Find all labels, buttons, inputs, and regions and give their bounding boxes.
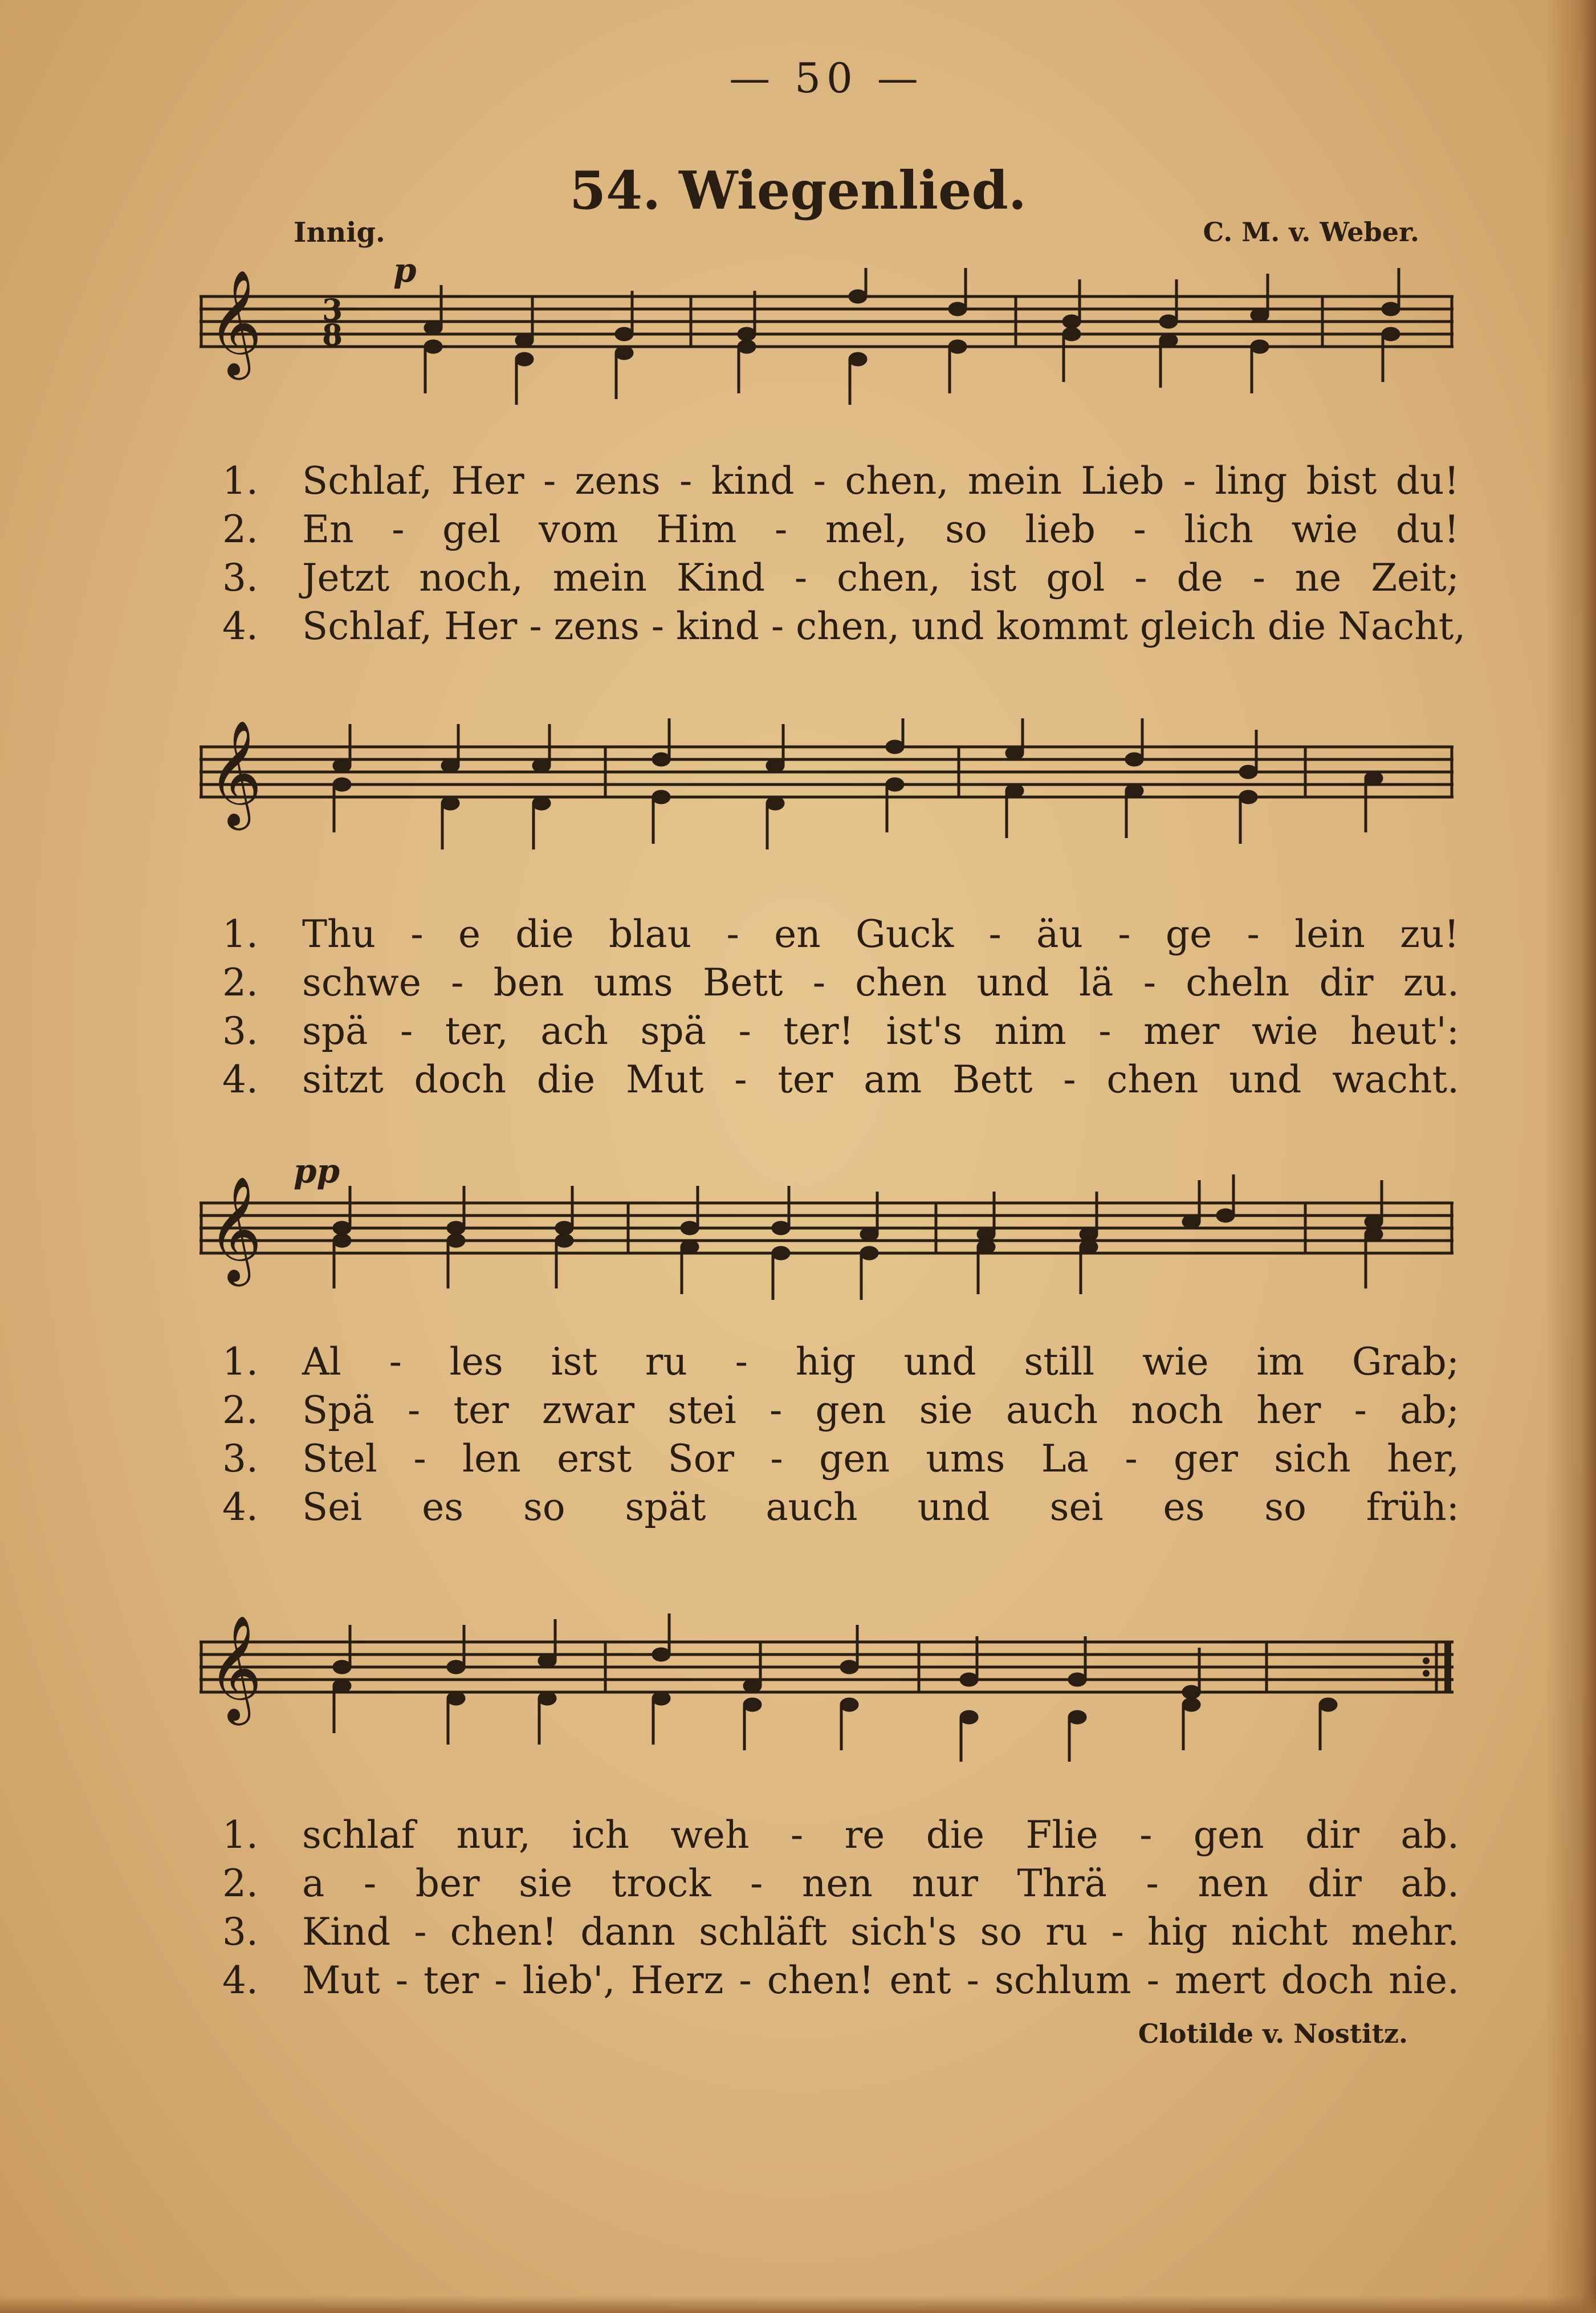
poet-credit: Clotilde v. Nostitz.: [1138, 2018, 1408, 2049]
lyric-line: [222, 1485, 1459, 1531]
dynamic-marking-p: p: [393, 251, 417, 290]
song-title: 54. Wiegenlied.: [569, 160, 1027, 221]
repeat-dot: [1423, 1657, 1430, 1664]
verse-text: Spä - ter zwar stei - gen sie auch noch her - ab;: [302, 1388, 1459, 1432]
verse-number: 1.: [222, 1813, 258, 1857]
lyric-line: [222, 961, 1459, 1006]
verse-number: 3.: [222, 1910, 258, 1954]
verse-number: 2.: [222, 1388, 258, 1432]
staff-2: [199, 718, 1453, 884]
verse-number: 4.: [222, 604, 258, 648]
verse-text: Schlaf, Her - zens - kind - chen, und kommt gleich die Nacht,: [302, 604, 1466, 648]
composer-credit: C. M. v. Weber.: [1203, 217, 1419, 247]
verse-text: En - gel vom Him - mel, so lieb - lich wie du!: [302, 507, 1459, 551]
verse-number: 2.: [222, 507, 258, 551]
page-number: — 50 —: [729, 54, 924, 102]
verse-text: Jetzt noch, mein Kind - chen, ist gol - de - ne Zeit;: [302, 556, 1459, 600]
lyric-line: [222, 1958, 1459, 2004]
svg-text:3: 3: [322, 293, 343, 328]
svg-text:𝄞: 𝄞: [208, 269, 262, 375]
lyric-line: [222, 1340, 1459, 1385]
lyric-line: [222, 556, 1459, 601]
staff-3: [199, 1174, 1453, 1340]
lyric-line: [222, 1813, 1459, 1859]
verse-text: a - ber sie trock - nen nur Thrä - nen dir ab.: [302, 1861, 1459, 1905]
verse-text: Mut - ter - lieb', Herz - chen! ent - schlum - mert doch nie.: [302, 1958, 1459, 2002]
music-system-3: [199, 1174, 1453, 1288]
lyric-line: [222, 1058, 1459, 1103]
verse-number: 1.: [222, 1340, 258, 1384]
verse-text: Stel - len erst Sor - gen ums La - ger sich her,: [302, 1437, 1459, 1481]
verse-number: 3.: [222, 1437, 258, 1481]
verse-number: 4.: [222, 1058, 258, 1101]
lyric-line: [222, 459, 1459, 505]
verse-text: schwe - ben ums Bett - chen und lä - cheln dir zu.: [302, 961, 1459, 1005]
music-system-4: [199, 1613, 1453, 1727]
verse-text: spä - ter, ach spä - ter! ist's nim - mer wie heut':: [302, 1009, 1459, 1053]
lyric-line: [222, 1861, 1459, 1907]
lyric-line: [222, 1388, 1459, 1434]
svg-text:𝄞: 𝄞: [208, 719, 262, 826]
svg-text:𝄞: 𝄞: [208, 1175, 262, 1282]
verse-number: 2.: [222, 1861, 258, 1905]
repeat-dot: [1423, 1670, 1430, 1677]
verse-text: Sei es so spät auch und sei es so früh:: [302, 1485, 1459, 1529]
verse-number: 4.: [222, 1958, 258, 2002]
verse-text: schlaf nur, ich weh - re die Flie - gen dir ab.: [302, 1813, 1459, 1857]
verse-text: Schlaf, Her - zens - kind - chen, mein Lieb - ling bist du!: [302, 459, 1459, 503]
verse-text: Kind - chen! dann schläft sich's so ru - hig nicht mehr.: [302, 1910, 1459, 1954]
staff-1: [199, 268, 1453, 433]
svg-text:8: 8: [322, 318, 343, 353]
verse-number: 3.: [222, 1009, 258, 1053]
svg-text:𝄞: 𝄞: [208, 1614, 262, 1721]
page-edge-shadow: [1545, 0, 1596, 2313]
verse-number: 4.: [222, 1485, 258, 1529]
music-system-2: [199, 718, 1453, 832]
tempo-marking: Innig.: [294, 217, 385, 249]
page-bottom-edge: [0, 2296, 1596, 2313]
verse-number: 1.: [222, 912, 258, 956]
music-system-1: [199, 268, 1453, 382]
lyric-line: [222, 1910, 1459, 1956]
staff-4: [199, 1613, 1453, 1779]
verse-number: 2.: [222, 961, 258, 1005]
verse-text: sitzt doch die Mut - ter am Bett - chen und wacht.: [302, 1058, 1459, 1101]
lyric-line: [222, 507, 1459, 553]
dynamic-marking-pp: pp: [294, 1152, 340, 1190]
lyric-line: [222, 1009, 1459, 1055]
verse-number: 3.: [222, 556, 258, 600]
verse-text: Al - les ist ru - hig und still wie im Grab;: [302, 1340, 1459, 1384]
verse-number: 1.: [222, 459, 258, 503]
verse-text: Thu - e die blau - en Guck - äu - ge - lein zu!: [302, 912, 1459, 956]
lyric-line: [222, 604, 1466, 650]
lyric-line: [222, 1437, 1459, 1482]
lyric-line: [222, 912, 1459, 958]
